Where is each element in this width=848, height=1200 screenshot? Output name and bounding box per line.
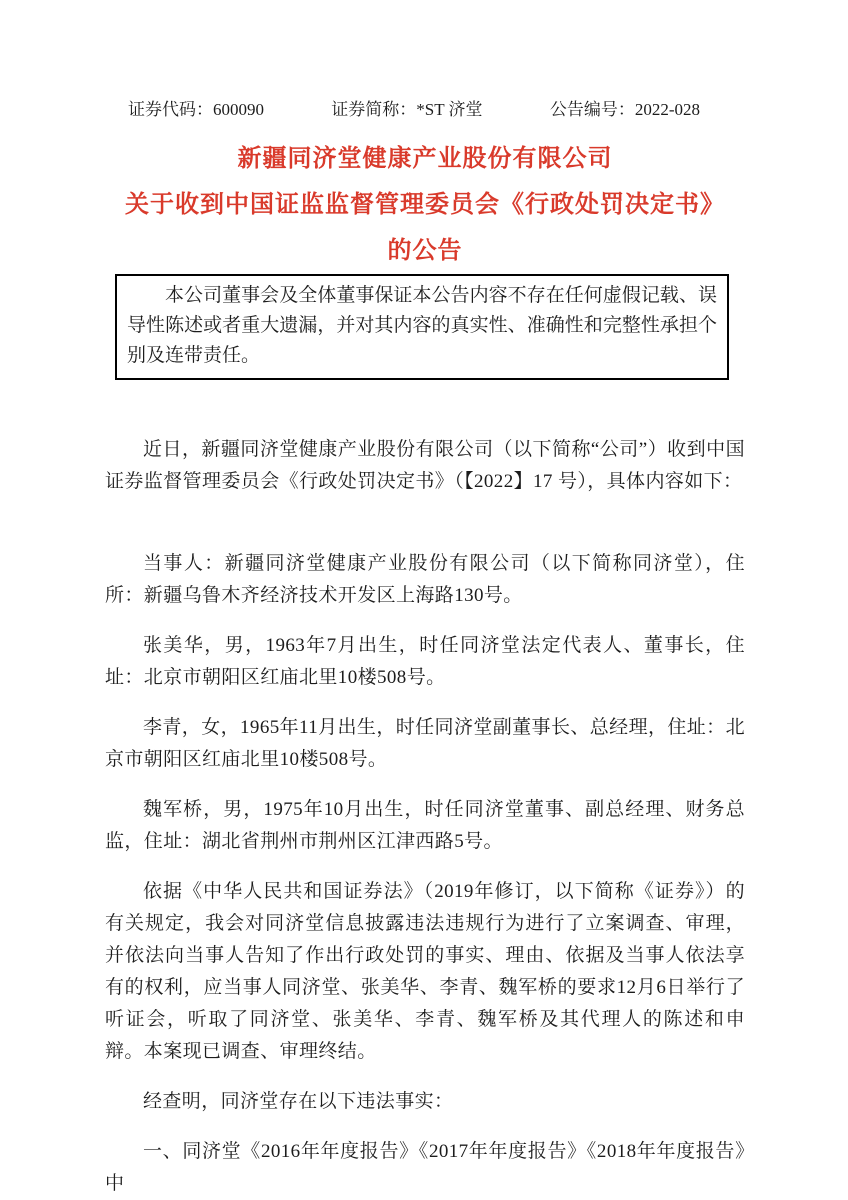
board-disclaimer-box <box>115 274 729 380</box>
body-paragraph-person-weijunqiao: 魏军桥，男，1975年10月出生，时任同济堂董事、副总经理、财务总监，住址：湖北省荆州市荆州区江津西路5号。 <box>105 799 745 852</box>
title-company-name: 新疆同济堂健康产业股份有限公司 <box>237 145 613 172</box>
securities-header-row <box>105 98 745 122</box>
stock-code: 证券代码：600090 <box>128 100 264 119</box>
stock-abbreviation: 证券简称：*ST 济堂 <box>331 100 483 119</box>
body-paragraph-violation-item-1: 一、同济堂《2016年年度报告》《2017年年度报告》《2018年年度报告》中 <box>105 1141 745 1194</box>
body-paragraph-intro: 近日，新疆同济堂健康产业股份有限公司（以下简称“公司”）收到中国证券监督管理委员会《行政处罚决定书》（【2022】17 号），具体内容如下： <box>105 439 745 492</box>
title-suffix-line: 的公告 <box>387 237 463 264</box>
body-paragraph-person-liqing: 李青，女，1965年11月出生，时任同济堂副董事长、总经理，住址：北京市朝阳区红庙北里10楼508号。 <box>105 717 745 770</box>
body-paragraph-party-company: 当事人：新疆同济堂健康产业股份有限公司（以下简称同济堂），住所：新疆乌鲁木齐经济技术开发区上海路130号。 <box>105 553 745 606</box>
body-paragraph-legal-basis: 依据《中华人民共和国证券法》（2019年修订，以下简称《证券》）的有关规定，我会对同济堂信息披露违法违规行为进行了立案调查、审理，并依法向当事人告知了作出行政处罚的事实、理由、依据及当事人依法享有的权利，应当事人同济堂、张美华、李青、魏军桥的要求12月6日举行了听证会，听取了同济堂、张美华、李青、魏军桥及其代理人的陈述和申辩。本案现已调查、审理终结。 <box>105 881 745 1062</box>
document-title <box>105 136 745 274</box>
board-disclaimer-text: 本公司董事会及全体董事保证本公告内容不存在任何虚假记载、误导性陈述或者重大遗漏，并对其内容的真实性、准确性和完整性承担个别及连带责任。 <box>127 285 717 366</box>
title-subject-line: 关于收到中国证监监督管理委员会《行政处罚决定书》 <box>125 191 725 218</box>
body-paragraph-findings-lead: 经查明，同济堂存在以下违法事实： <box>143 1091 454 1112</box>
body-paragraph-person-zhangmeihua: 张美华，男，1963年7月出生，时任同济堂法定代表人、董事长，住址：北京市朝阳区红庙北里10楼508号。 <box>105 635 745 688</box>
announcement-body <box>105 434 745 1200</box>
announcement-number: 公告编号：2022-028 <box>549 100 700 119</box>
